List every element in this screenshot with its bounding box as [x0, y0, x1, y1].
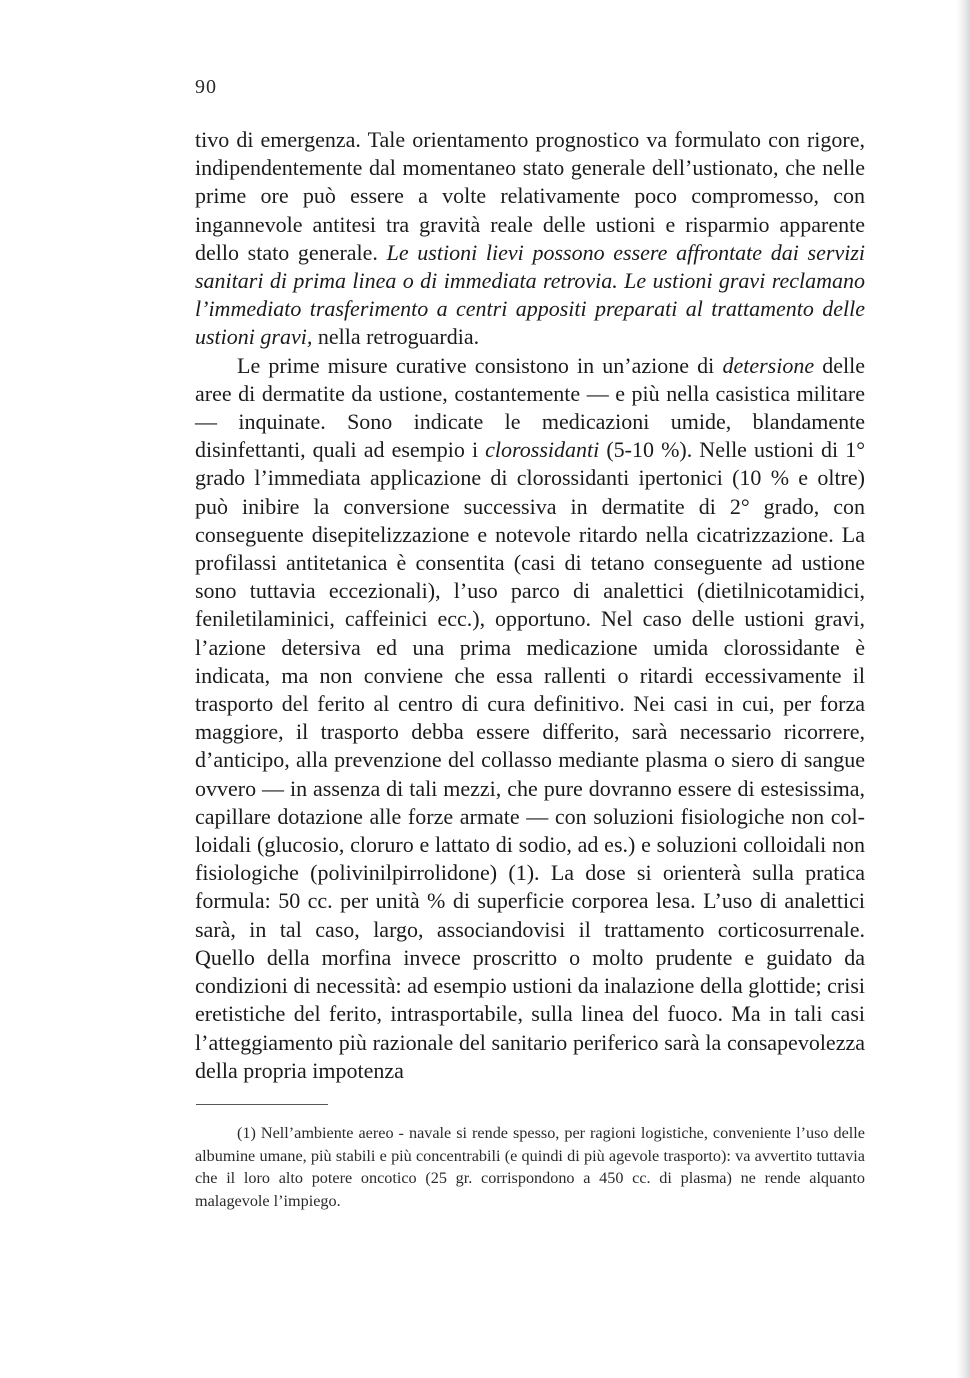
- paragraph-1: [195, 126, 865, 352]
- paragraph-1-italic-text: Le ustioni lievi possono essere affrontate dai servizi sanitari di prima linea o di immediata retrovia. Le ustioni gravi reclamano l’immediato trasferimento a centri appositi preparati al trattamento delle ustioni gravi,: [195, 239, 865, 350]
- body-text: [195, 126, 865, 1085]
- paragraph-2-text-e: (5-10 %). Nelle ustioni di 1° grado l’immediata applicazione di clorossidanti ipertonici (10 % e oltre) può inibire la conversione successiva in dermatite di 2° grado, con conseguente disepitelizzazione e notevole ritardo nella cicatrizzazione. La profilassi antitetanica è consentita (casi di tetano conseguente ad ustione sono tuttavia eccezionali), l’uso parco di analettici (dietilnicotamidici, feniletilaminici, caffeinici ecc.), opportuno. Nel caso delle ustioni gravi, l’azione detersiva ed una prima medicazione umida clorossidante è indicata, ma non conviene che essa rallenti o ritardi eccessivamente il trasporto del ferito al centro di cura definitivo. Nei casi in cui, per forza maggiore, il trasporto debba essere differito, sarà necessario ricorrere, d’anticipo, alla prevenzione del collasso mediante plasma o siero di sangue ovvero — in assenza di tali mezzi, che pure dovranno essere di estesissima, capillare dotazione alle forze armate — con soluzioni fisiologiche non colloidali (glucosio, cloruro e lattato di sodio, ad es.) e soluzioni colloidali non fisiologiche (polivinilpirrolidone) (1). La dose si orienterà sulla pratica formula: 50 cc. per unità % di superficie corporea lesa. L’uso di analettici sarà, in tal caso, largo, associandovisi il trattamento corticosurrenale. Quello della morfina invece proscritto o molto prudente e guidato da condizioni di necessità: ad esempio ustioni da inalazione della glottide; crisi eretistiche del ferito, intrasportabile, sulla linea del fuoco. Ma in tali casi l’atteggiamento più razionale del sanitario periferico sarà la consapevolezza della propria impotenza: [195, 437, 865, 1083]
- footnote-text: (1) Nell’ambiente aereo - navale si rende spesso, per ragioni logistiche, conveniente l’uso delle albumine umane, più stabili e più concentrabili (e quindi di più agevole trasporto): va avvertito tuttavia che il loro alto potere oncotico (25 gr. corrispondono a 450 cc. di plasma) ne rende alquanto malagevole l’impiego.: [195, 1124, 865, 1210]
- footnote: [195, 1122, 865, 1212]
- page-number: 90: [195, 76, 217, 98]
- paragraph-2-italic-clorossidanti: clorossidanti: [485, 437, 600, 463]
- paragraph-2-text-c: delle aree di dermatite da ustione, costantemente — e più nella casistica militare — inquinate. Sono indicate le medicazioni umide, blandamente disinfettanti, quali ad esempio i: [195, 352, 865, 463]
- paragraph-1-text-a: tivo di emergenza. Tale orientamento prognostico va formulato con rigore, indipendentemente dal momentaneo stato generale dell’ustionato, che nelle prime ore può essere a volte relativamente poco compromesso, con ingannevole antitesi tra gravità reale delle ustioni e risparmio apparente dello stato generale.: [195, 127, 865, 265]
- page-edge-shadow: [956, 0, 970, 1378]
- paragraph-1-text-c: nella retroguardia.: [312, 324, 480, 350]
- paragraph-2-text-a: Le prime misure curative consistono in un’azione di: [237, 352, 723, 378]
- paragraph-2-italic-detersione: detersione: [722, 352, 815, 378]
- paragraph-2: [195, 352, 865, 1085]
- footnote-divider: [196, 1104, 328, 1105]
